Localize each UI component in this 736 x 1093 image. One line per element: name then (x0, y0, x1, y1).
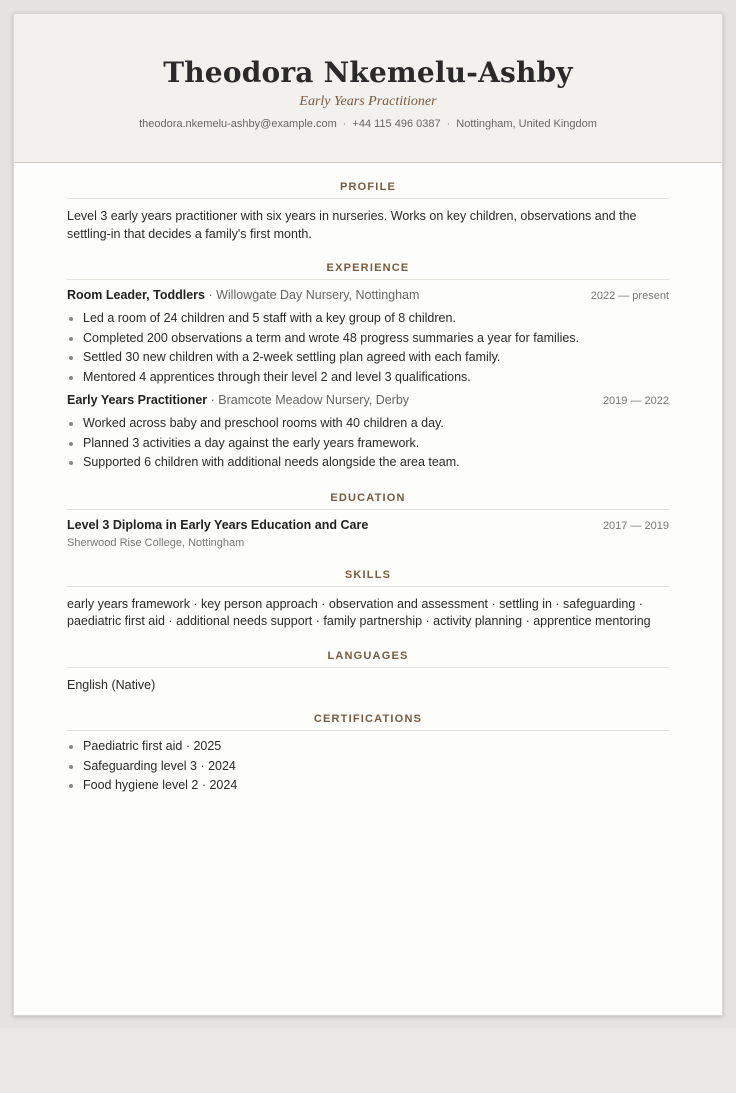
education-school: Sherwood Rise College, Nottingham (67, 536, 245, 549)
certification-list (67, 737, 669, 796)
section-title-skills: SKILLS (67, 568, 669, 587)
skills-text: early years framework · key person approach · observation and assessment · settling in · safeguarding · paediatric first aid · additional needs support · family partnership · activity planning · apprentice mentoring (67, 596, 651, 628)
education-degree: Level 3 Diploma in Early Years Education and Care (67, 517, 369, 532)
job-organisation: · Bramcote Meadow Nursery, Derby (207, 393, 410, 407)
contact-separator: · (342, 118, 347, 130)
contact-phone[interactable]: +44 115 496 0387 (352, 118, 441, 130)
certification-item: Paediatric first aid · 2025 (83, 737, 669, 757)
section-title-certifications: CERTIFICATIONS (67, 712, 669, 731)
job-bullet: Supported 6 children with additional needs alongside the area team. (83, 453, 669, 473)
section-title-languages: LANGUAGES (67, 649, 669, 668)
job-bullets (67, 309, 669, 387)
job-bullet: Completed 200 observations a term and wrote 48 progress summaries a year for families. (83, 329, 669, 349)
contact-email[interactable]: theodora.nkemelu-ashby@example.com (139, 118, 337, 130)
job-entry (67, 392, 669, 473)
candidate-name: Theodora Nkemelu-Ashby (163, 56, 573, 89)
job-bullet: Mentored 4 apprentices through their level 2 and level 3 qualifications. (83, 368, 669, 388)
section-title-education: EDUCATION (67, 491, 669, 510)
certification-item: Food hygiene level 2 · 2024 (83, 776, 669, 796)
languages-text: English (Native) (67, 677, 156, 692)
viewer-background (0, 1028, 736, 1093)
job-dates: 2022 — present (590, 290, 669, 302)
job-bullet: Led a room of 24 children and 5 staff with a key group of 8 children. (83, 309, 669, 329)
job-title: Room Leader, Toddlers (67, 288, 205, 302)
job-title: Early Years Practitioner (67, 393, 208, 407)
section-title-profile: PROFILE (67, 180, 669, 199)
candidate-role: Early Years Practitioner (299, 94, 437, 109)
job-bullet: Settled 30 new children with a 2-week settling plan agreed with each family. (83, 348, 669, 368)
contact-location: Nottingham, United Kingdom (456, 118, 597, 130)
job-header (67, 287, 669, 305)
education-dates: 2017 — 2019 (602, 519, 669, 532)
job-entry (67, 287, 669, 387)
section-title-experience: EXPERIENCE (67, 261, 669, 280)
job-dates: 2019 — 2022 (602, 395, 669, 407)
job-header (67, 392, 669, 410)
contact-line (14, 117, 722, 131)
education-header (67, 517, 669, 535)
resume-body (14, 180, 722, 796)
job-bullet: Worked across baby and preschool rooms with 40 children a day. (83, 414, 669, 434)
certification-item: Safeguarding level 3 · 2024 (83, 757, 669, 777)
resume-page (13, 13, 723, 1016)
contact-separator: · (446, 118, 451, 130)
resume-header (14, 14, 722, 163)
job-bullet: Planned 3 activities a day against the early years framework. (83, 434, 669, 454)
profile-text: Level 3 early years practitioner with six years in nurseries. Works on key children, observations and the settling-in that decides a family's first month. (67, 209, 637, 241)
job-bullets (67, 414, 669, 473)
job-organisation: · Willowgate Day Nursery, Nottingham (205, 288, 420, 302)
